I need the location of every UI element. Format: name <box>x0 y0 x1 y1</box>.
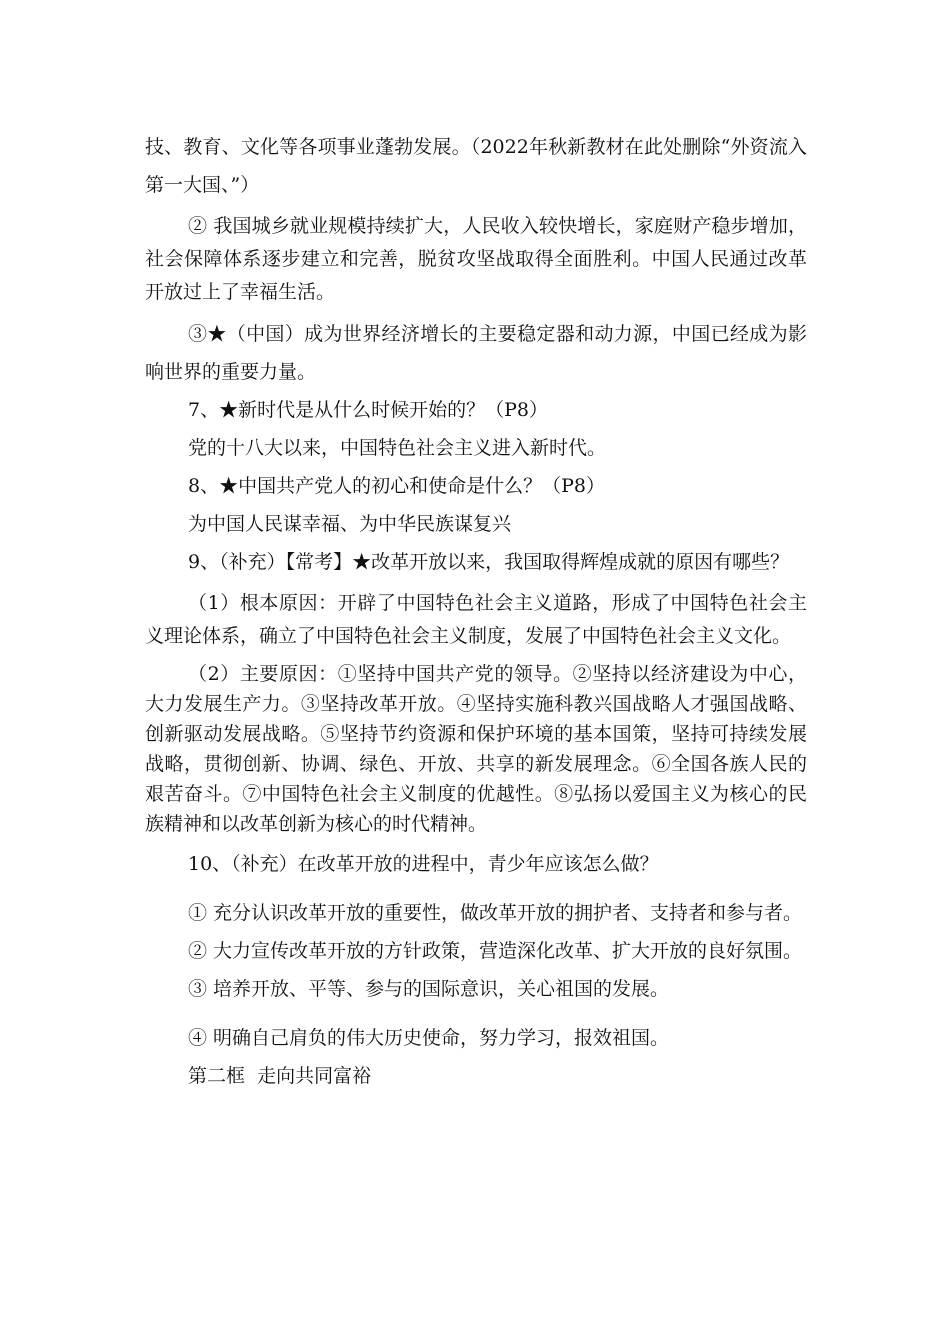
answer-10-item-2: ② 大力宣传改革开放的方针政策，营造深化改革、扩大开放的良好氛围。 <box>188 940 803 962</box>
question-9-heading: 9、（补充）【常考】★改革开放以来，我国取得辉煌成就的原因有哪些？ <box>188 551 790 573</box>
answer-7: 党的十八大以来，中国特色社会主义进入新时代。 <box>188 437 607 459</box>
section-heading-second-frame: 第二框 走向共同富裕 <box>188 1065 372 1087</box>
question-7-heading: 7、★新时代是从什么时候开始的？（P8） <box>188 399 548 421</box>
answer-9-main-causes: （2）主要原因：①坚持中国共产党的领导。②坚持以经济建设为中心，大力发展生产力。③坚持改革开放。④坚持实施科教兴国战略人才强国战略、创新驱动发展战略。⑤坚持节约资源和保护环境的基本国策，坚持可持续发展战略，贯彻创新、协调、绿色、开放、共享的新发展理念。⑥全国各族人民的艰苦奋斗。⑦中国特色社会主义制度的优越性。⑧弘扬以爱国主义为核心的民族精神和以改革创新为核心的时代精神。 <box>145 663 807 835</box>
question-8-heading: 8、★中国共产党人的初心和使命是什么？（P8） <box>188 475 605 497</box>
answer-9-root-cause: （1）根本原因：开辟了中国特色社会主义道路，形成了中国特色社会主义理论体系，确立了中国特色社会主义制度，发展了中国特色社会主义文化。 <box>145 592 807 647</box>
answer-10-item-4: ④ 明确自己肩负的伟大历史使命，努力学习，报效祖国。 <box>188 1027 670 1049</box>
paragraph-continued-achievements: 技、教育、文化等各项事业蓬勃发展。（2022年秋新教材在此处删除“外资流入第一大国、”） <box>145 136 807 196</box>
paragraph-point-2-livelihood: ② 我国城乡就业规模持续扩大，人民收入较快增长，家庭财产稳步增加，社会保障体系逐步建立和完善，脱贫攻坚战取得全面胜利。中国人民通过改革开放过上了幸福生活。 <box>145 215 807 303</box>
answer-10-item-1: ① 充分认识改革开放的重要性，做改革开放的拥护者、支持者和参与者。 <box>188 902 803 924</box>
answer-10-item-3: ③ 培养开放、平等、参与的国际意识，关心祖国的发展。 <box>188 978 670 1000</box>
document-page <box>145 128 807 1095</box>
answer-8: 为中国人民谋幸福、为中华民族谋复兴 <box>188 513 512 535</box>
question-10-heading: 10、（补充）在改革开放的进程中，青少年应该怎么做？ <box>188 853 659 875</box>
paragraph-point-3-world-influence: ③★（中国）成为世界经济增长的主要稳定器和动力源，中国已经成为影响世界的重要力量。 <box>145 323 807 383</box>
